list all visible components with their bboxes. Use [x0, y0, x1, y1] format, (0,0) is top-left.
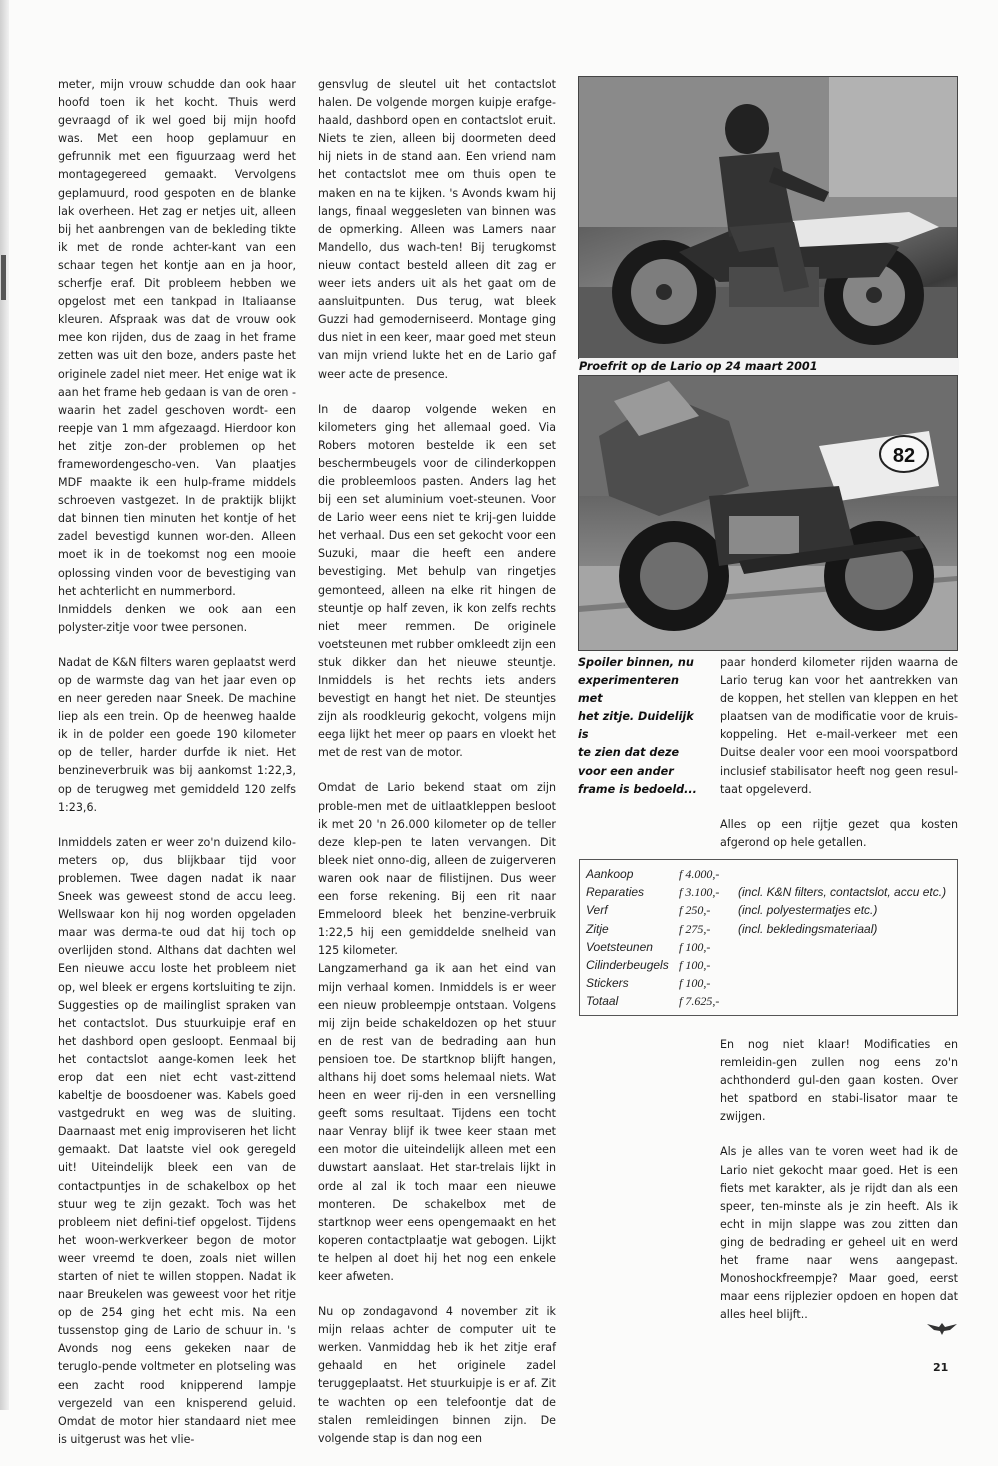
costs-item: Stickers	[586, 976, 629, 991]
costs-item: Reparaties	[586, 885, 645, 900]
paragraph: Alles op een rijtje gezet qua kosten afgerond op hele getallen.	[720, 817, 958, 849]
photo-caption: Proefrit op de Lario op 24 maart 2001	[579, 358, 959, 375]
costs-item: Cilinderbeugels	[586, 958, 669, 973]
costs-row	[586, 920, 946, 938]
costs-amount: f 250,-	[679, 903, 711, 918]
costs-row	[586, 865, 946, 883]
costs-note	[736, 956, 946, 974]
text-column-2	[318, 76, 556, 1465]
costs-item: Voetsteunen	[586, 939, 653, 954]
costs-table	[579, 859, 958, 1016]
costs-amount: f 100,-	[679, 939, 711, 954]
costs-note	[736, 865, 946, 883]
costs-amount: f 275,-	[679, 921, 711, 936]
costs-row	[586, 974, 946, 992]
text-column-1	[58, 76, 296, 1466]
costs-note	[736, 992, 946, 1010]
paragraph: Omdat de Lario bekend staat om zijn proble-men met de uitlaatkleppen besloot ik met 20 'n 26.000 kilometer op de teller deze klep-pen te laten vervangen. Dit bleek niet onno-dig, alleen de zuigerveren waren ook naar de filistijnen. Dus weer een forse rekening. Bij een rit naar Emmeloord bleek het benzine-verbruik 1:22,5 hij een gemiddelde snelheid van 125 kilometer. Langzamerhand ga ik aan het eind van mijn verhaal komen. Inmiddels is er weer een nieuw probleempje ontstaan. Volgens mij zijn beide schakeldozen op het stuur en de rest van de bedrading aan hun pensioen toe. De startknop blijft hangen, althans hij doet soms helemaal niets. Wat heen en weer rij-den in een versnelling geeft soms resultaat. Tijdens een tocht naar Venray blijf ik twee keer staan met een motor die uiteindelijk alleen met een duwstart aanslaat. Het star-trelais lijkt in orde al zal ik toch maar een nieuwe monteren. De schakelbox met de startknop weer eens opengemaakt en het koperen contactplaatje wat gebogen. Lijkt te helpen al doet hij het nog een enkele keer afweten.	[318, 781, 556, 1283]
costs-item: Verf	[586, 903, 608, 918]
paragraph: Inmiddels zaten er weer zo'n duizend kilo-meters op, dus blijkbaar tijd voor problemen. Twee dagen nadat ik naar Sneek was geweest stond de accu leeg. Wellswaar kon hij nog worden opgeladen maar was derma-te oud dat hij toch op overlijden stond. Althans dat dachten wel Een nieuwe accu loste het probleem niet op, wel bleek er ergens kortsluiting te zijn. Suggesties op de mailinglist spraken van het contactslot. Dus stuurkuipje eraf en het dashbord open gesloopt. Eenmaal bij het contactslot aange-komen leek het erop dat een niet echt vast-zittend kabeltje de boosdoener was. Kabels goed vastgedrukt en weg was de sluiting. Daarnaast met enig improviseren het licht gemaakt. Dat laatste viel ook geregeld uit! Uiteindelijk bleek een van de contactpuntjes in de schakelbox op het stuur weg te zijn gezakt. Toch was het probleem niet defini-tief opgelost. Tijdens het woon-werkverkeer begon de motor weer vreemd te doen, zoals niet willen starten of niet te willen stoppen. Nadat ik naar Breukelen was geweest voor het ritje op de 254 ging het echt mis. Na een tussenstop ging de Lario de schuur in. 's Avonds nog eens gekeken naar de teruglo-pende voltmeter en plotseling was een zacht rood knipperend lampje vergezeld van een knisperend geluid. Omdat de motor hier standaard niet mee is uitgerust was het vlie-	[58, 835, 296, 1446]
costs-item: Aankoop	[586, 867, 634, 881]
costs-note	[736, 938, 946, 956]
paragraph: In de daarop volgende weken en kilometers ging het allemaal goed. Via Robers motoren bestelde ik een set beschermbeugels voor de cilinderkoppen die probleemloos pasten. Anders lag het bij een set aluminium voet-steunen. Voor de Lario weer eens niet te krij-gen luidde het verhaal. Dus een set gekocht voor een Suzuki, maar die heeft een andere bevestiging. Met behulp van ringetjes gemonteed, alleen na elke rit hingen de steuntje op half zeven, ik kon zelfs rechts niet meer remmen. De originele voetsteunen met rubber omkleedt zijn een stuk dikker dan het nieuwe steuntje. Inmiddels is het rechts iets anders bevestigt en hangt het niet. De steuntjes zijn als roodkleurig gekocht, volgens mijn eega lijkt het meer op paars en vloekt het met de rest van de motor.	[318, 402, 556, 760]
paragraph: Als je alles van te voren weet had ik de Lario niet gekocht maar goed. Het is een fiets met karakter, als je rijdt dan als een speer, ten-minste als je zin heeft. Als ik echt in mijn slappe was zou zitten dan ging de bedrading er geheel uit en werd het frame naar wens aangepast. Monoshockfreempje? Maar goed, eerst maar eens rijplezier opdoen en hopen dat alles heel blijft..	[720, 1145, 958, 1322]
costs-amount: f 100,-	[679, 976, 711, 991]
paragraph: paar honderd kilometer rijden waarna de Lario terug kan voor het aantrekken van de koppen, het stellen van kleppen en het plaatsen van de modificatie voor de kruis-koppeling. Het e-mail-verkeer met een Duitse dealer voor een mooi voorspatbord inclusief stabilisator heeft nog geen resul-taat opgeleverd.	[720, 656, 958, 796]
text-column-3	[720, 654, 958, 869]
costs-amount: f 7.625,-	[679, 994, 720, 1009]
costs-amount: f 4.000,-	[679, 867, 720, 881]
costs-item: Zitje	[586, 921, 609, 936]
eagle-logo-icon	[926, 1320, 958, 1336]
race-number: 82	[892, 445, 916, 467]
costs-row	[586, 992, 946, 1010]
costs-note: (incl. bekledingsmateriaal)	[738, 921, 878, 936]
costs-note: (incl. K&N filters, contactslot, accu etc.)	[738, 885, 947, 900]
paragraph: Nu op zondagavond 4 november zit ik mijn relaas achter de computer uit te werken. Vanmiddag heb ik het zitje eraf gehaald en het originele zadel teruggeplaatst. Het stuurkuipje is er af. Zit te wachten op een telefoontje dat de stalen remleidingen binnen zijn. De volgende stap is dan nog een	[318, 1305, 556, 1445]
photo-caption-side: Spoiler binnen, nu experimenteren met het zitje. Duidelijk is te zien dat deze voor een ander frame is bedoeld...	[578, 656, 697, 796]
costs-note: (incl. polyestermatjes etc.)	[738, 903, 878, 918]
costs-row	[586, 938, 946, 956]
costs-amount: f 100,-	[679, 958, 711, 973]
photo-test-ride	[578, 76, 958, 359]
costs-amount: f 3.100,-	[679, 885, 720, 900]
paragraph: Nadat de K&N filters waren geplaatst werd op de warmste dag van het jaar even op en neer gereden naar Sneek. De machine liep als een trein. Op de heenweg haalde ik in de polder een goede 190 kilometer op de teller, harder durfde ik niet. Het benzineverbruik was bij aankomst 1:22,3, op de terugweg met gemiddeld 120 zelfs 1:23,6.	[58, 655, 296, 814]
costs-row	[586, 901, 946, 919]
costs-row	[586, 956, 946, 974]
costs-note	[736, 974, 946, 992]
paragraph: meter, mijn vrouw schudde dan ook haar hoofd toen ik het kocht. Thuis werd gevraagd of ik wel goed bij mijn hoofd was. Met een hoop geplamuur en gefrunnik met een figuurzaag werd het montagegereed gemaakt. Vervolgens geplamuurd, rood gespoten en de blanke lak overheen. Het zag er netjes uit, alleen bij het aanbrengen van de bekleding tikte ik met de ronde achter-kant van een schaar tegen het kontje aan en ja hoor, scherfje eraf. Dit probleem hebben we opgelost met een tankpad in Italiaanse kleuren. Afspraak was dat de vrouw ook mee kon rijden, dus de zaag in het frame zetten was uit den boze, anders paste het originele zadel niet meer. Het enige wat ik aan het frame heb gedaan is van de oren -waarin het zadel geschoven wordt- een reepje van 1 mm afgezaagd. Hierdoor kon het zitje zon-der problemen op het framewordengescho-ven. Van plaatjes MDF maakte ik een hulp-frame middels schroeven vastgezet. In de praktijk blijkt dat binnen tien minuten het kontje of het zadel bevestigd kunnen wor-den. Alleen moet ik in de toekomst nog een mooie oplossing vinden voor de bevestiging van het achterlicht en nummerbord. Inmiddels denken we ook aan een polyster-zitje voor twee personen.	[58, 78, 296, 634]
costs-item: Totaal	[586, 994, 619, 1009]
paragraph: gensvlug de sleutel uit het contactslot halen. De volgende morgen kuipje erafge-haald, dashbord open en contactslot eruit. Niets te zien, alleen bij doormeten deed hij niets in de stand aan. Een vriend nam het contactslot mee om thuis open te maken en na te kijken. 's Avonds kwam hij langs, finaal weggesleten van binnen was de opmerking. Alleen was Lamers naar Mandello, dus wach-ten! Bij terugkomst nieuw contact besteld alleen dit zag er weer iets anders uit als het gaat om de aansluitpunten. Dus terug, wat bleek Guzzi had gemoderniseerd. Montage ging dus niet in een keer, maar goed met steun van mijn vriend lukte het en de Lario gaf weer acte de presence.	[318, 78, 556, 381]
paragraph: En nog niet klaar! Modificaties en remleidin-gen zullen nog eens zo'n achthonderd gul-den gaan kosten. Over het spatbord en stabi-lisator maar te zwijgen.	[720, 1038, 958, 1124]
parked-motorcycle-illustration	[579, 376, 957, 650]
page-number: 21	[933, 1361, 949, 1374]
scan-edge	[0, 0, 9, 1410]
motorcycle-rider-illustration	[579, 77, 957, 358]
photo-parked-motorcycle	[578, 375, 958, 651]
costs-row	[586, 883, 946, 901]
text-column-3-continued	[720, 1036, 958, 1341]
